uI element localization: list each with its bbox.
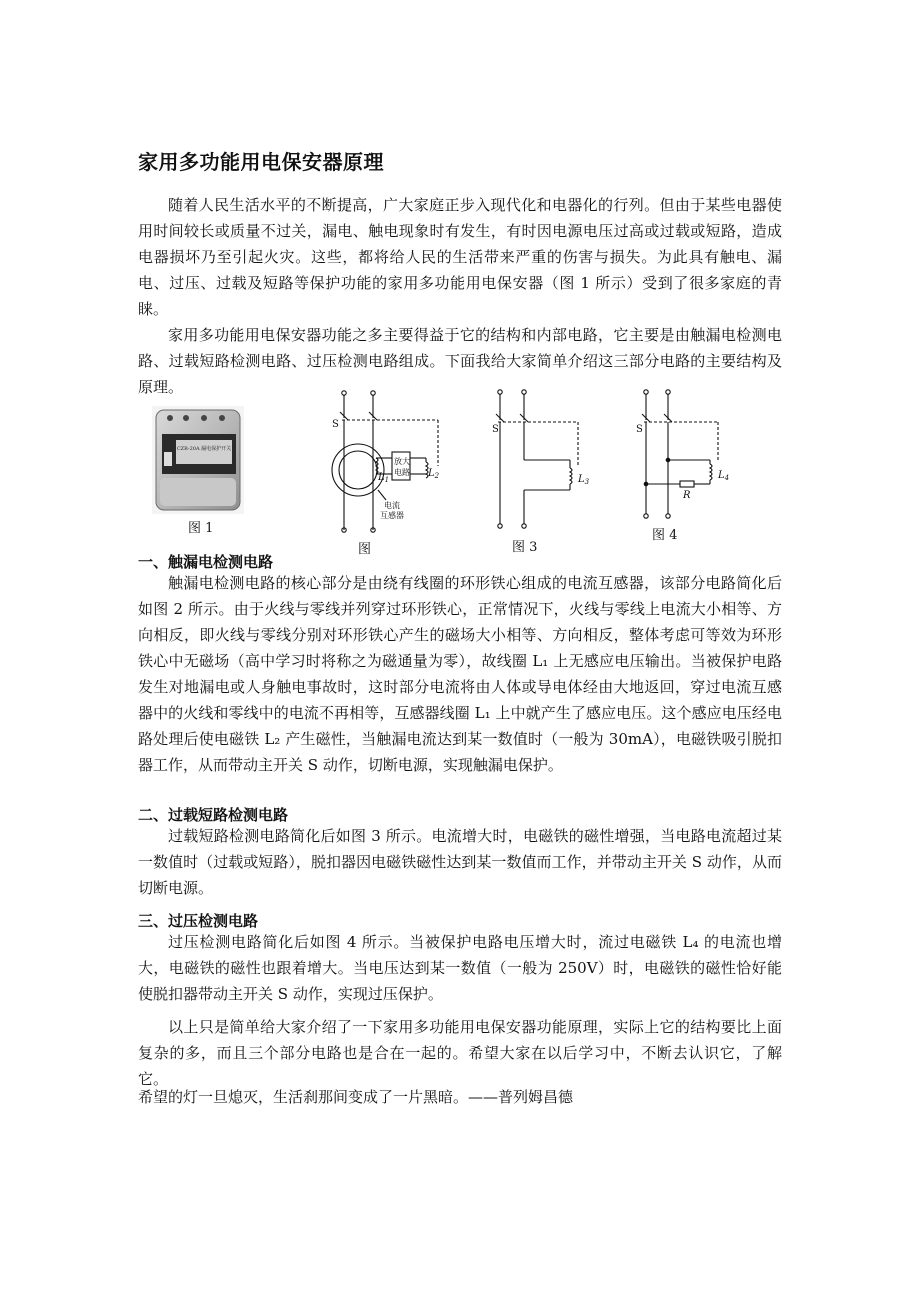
closing-paragraph: 以上只是简单给大家介绍了一下家用多功能用电保安器功能原理，实际上它的结构要比上面复杂的多，而且三个部分电路也是合在一起的。希望大家在以后学习中，不断去认识它，了解它。 — [138, 1018, 782, 1088]
resistor-icon — [680, 481, 694, 487]
coil-l2-label: $L_2$ — [428, 468, 440, 480]
figure-4-caption: 图 4 — [652, 528, 678, 543]
page-title: 家用多功能用电保安器原理 — [138, 150, 384, 174]
figure-3-overload-circuit — [492, 386, 602, 532]
coil-l4-icon — [710, 464, 712, 480]
figure-4-overvoltage-circuit — [632, 386, 742, 522]
section-3-body: 过压检测电路简化后如图 4 所示。当被保护电路电压增大时，流过电磁铁 L₄ 的电流也增大，电磁铁的磁性也跟着增大。当电压达到某一数值（一般为 250V）时，电磁铁的磁性恰好能使脱扣器带动主开关 S 动作，实现过压保护。 — [138, 933, 782, 1003]
device-label: CZB-20A 漏电保护开关 — [176, 446, 232, 452]
figure-2-caption: 图 — [358, 542, 372, 557]
coil-l1-label: $L_1$ — [378, 472, 390, 484]
section-3-heading: 三、过压检测电路 — [138, 912, 259, 930]
section-1-body: 触漏电检测电路的核心部分是由绕有线圈的环形铁心组成的电流互感器，该部分电路简化后如图 2 所示。由于火线与零线并列穿过环形铁心，正常情况下，火线与零线上电流大小相等、方向相反，即火线与零线分别对环形铁心产生的磁场大小相等、方向相反，整体考虑可等效为环形铁心中无磁场（高中学习时将称之为磁通量为零），故线圈 L₁ 上无感应电压输出。当被保护电路发生对地漏电或人身触电事故时，这时部分电流将由人体或导电体经由大地返回，穿过电流互感器中的火线和零线中的电流不再相等，互感器线圈 L₁ 上中就产生了感应电压。这个感应电压经电路处理后使电磁铁 L₂ 产生磁性，当触漏电流达到某一数值时（一般为 30mA），电磁铁吸引脱扣器工作，从而带动主开关 S 动作，切断电源，实现触漏电保护。 — [138, 574, 782, 774]
coil-l4-label: $L_4$ — [718, 470, 730, 482]
resistor-label: R — [683, 490, 691, 501]
section-2-body: 过载短路检测电路简化后如图 3 所示。电流增大时，电磁铁的磁性增强，当电路电流超过某一数值时（过载或短路），脱扣器因电磁铁磁性达到某一数值而工作，并带动主开关 S 动作，从而切断电源。 — [138, 827, 782, 897]
section-2-heading: 二、过载短路检测电路 — [138, 806, 289, 824]
switch-label: S — [492, 424, 499, 435]
coil-l3-icon — [570, 468, 572, 484]
terminal-icon — [371, 391, 375, 395]
amplifier-label-2: 电路 — [394, 468, 410, 477]
switch-label: S — [332, 419, 339, 430]
ct-label-1: 电流 — [384, 501, 400, 510]
intro-paragraph-2: 家用多功能用电保安器功能之多主要得益于它的结构和内部电路，它主要是由触漏电检测电路、过载短路检测电路、过压检测电路组成。下面我给大家简单介绍这三部分电路的主要结构及原理。 — [138, 326, 782, 396]
section-1-heading: 一、触漏电检测电路 — [138, 553, 274, 571]
switch-label: S — [636, 424, 643, 435]
terminal-icon — [342, 391, 346, 395]
ct-label-2: 互感器 — [380, 511, 404, 520]
intro-paragraph-1: 随着人民生活水平的不断提高，广大家庭正步入现代化和电器化的行列。但由于某些电器使用时间较长或质量不过关，漏电、触电现象时有发生，有时因电源电压过高或过载或短路，造成电器损坏乃至引起火灾。这些，都将给人民的生活带来严重的伤害与损失。为此具有触电、漏电、过压、过载及短路等保护功能的家用多功能用电保安器（图 1 所示）受到了很多家庭的青睐。 — [138, 196, 782, 318]
figure-2-leakage-circuit — [318, 388, 448, 534]
figure-1-caption: 图 1 — [188, 521, 214, 536]
coil-l3-label: $L_3$ — [578, 474, 590, 486]
figure-1-device-photo — [152, 406, 244, 514]
closing-quote: 希望的灯一旦熄灭，生活刹那间变成了一片黑暗。——普列姆昌德 — [138, 1088, 574, 1106]
figure-3-caption: 图 3 — [512, 540, 538, 555]
amplifier-label-1: 放大 — [394, 457, 410, 466]
